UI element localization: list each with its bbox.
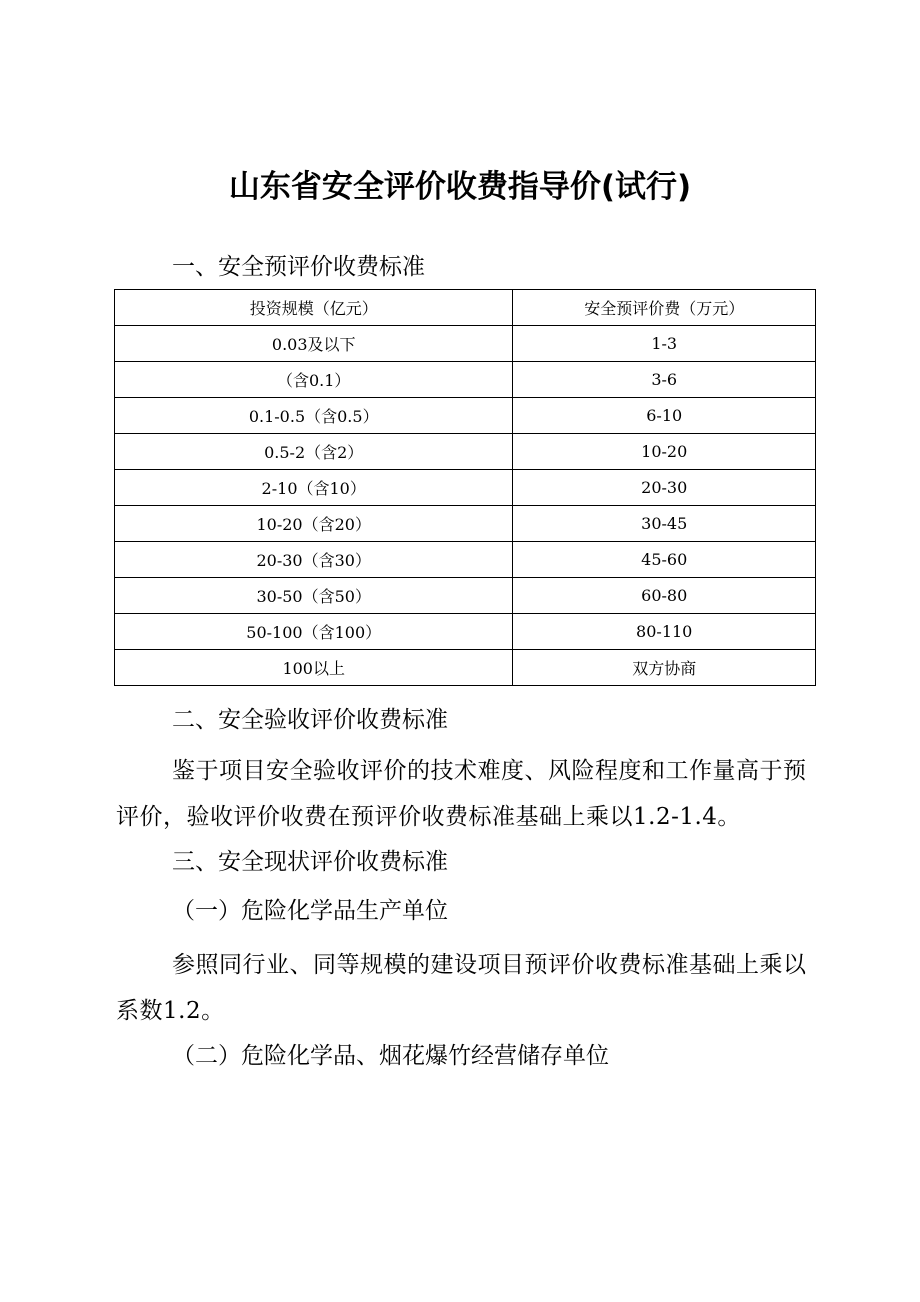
table-row — [115, 614, 816, 650]
table-row — [115, 362, 816, 398]
column-header-investment-scale: 投资规模（亿元） — [115, 290, 513, 326]
acceptance-evaluation-paragraph: 鉴于项目安全验收评价的技术难度、风险程度和工作量高于预评价，验收评价收费在预评价收费标准基础上乘以1.2-1.4。 — [116, 758, 807, 830]
section-heading-status-evaluation: 三、安全现状评价收费标准 — [172, 849, 448, 875]
table-row — [115, 578, 816, 614]
investment-scale-cell: 50-100（含100） — [115, 614, 513, 650]
fee-cell: 3-6 — [513, 362, 816, 398]
subheading-chemical-fireworks-storage: （二）危险化学品、烟花爆竹经营储存单位 — [172, 1043, 609, 1069]
investment-scale-cell: （含0.1） — [115, 362, 513, 398]
investment-scale-cell: 2-10（含10） — [115, 470, 513, 506]
section-heading-pre-evaluation: 一、安全预评价收费标准 — [172, 254, 425, 280]
pre-evaluation-fee-table — [114, 289, 816, 686]
page-title: 山东省安全评价收费指导价(试行) — [228, 169, 692, 205]
fee-cell: 80-110 — [513, 614, 816, 650]
investment-scale-cell: 0.5-2（含2） — [115, 434, 513, 470]
chemical-production-paragraph: 参照同行业、同等规模的建设项目预评价收费标准基础上乘以系数1.2。 — [116, 952, 807, 1024]
table-row — [115, 398, 816, 434]
table-row — [115, 542, 816, 578]
column-header-pre-evaluation-fee: 安全预评价费（万元） — [513, 290, 816, 326]
fee-cell: 30-45 — [513, 506, 816, 542]
investment-scale-cell: 0.1-0.5（含0.5） — [115, 398, 513, 434]
fee-cell: 60-80 — [513, 578, 816, 614]
fee-cell: 1-3 — [513, 326, 816, 362]
table-row — [115, 470, 816, 506]
fee-cell: 20-30 — [513, 470, 816, 506]
fee-cell: 10-20 — [513, 434, 816, 470]
section-heading-acceptance-evaluation: 二、安全验收评价收费标准 — [172, 707, 448, 733]
investment-scale-cell: 0.03及以下 — [115, 326, 513, 362]
investment-scale-cell: 100以上 — [115, 650, 513, 686]
table-row — [115, 650, 816, 686]
investment-scale-cell: 20-30（含30） — [115, 542, 513, 578]
table-row — [115, 506, 816, 542]
table-header-row — [115, 290, 816, 326]
table-row — [115, 434, 816, 470]
investment-scale-cell: 10-20（含20） — [115, 506, 513, 542]
fee-cell: 6-10 — [513, 398, 816, 434]
table-row — [115, 326, 816, 362]
subheading-chemical-production: （一）危险化学品生产单位 — [172, 898, 448, 924]
fee-cell: 双方协商 — [513, 650, 816, 686]
investment-scale-cell: 30-50（含50） — [115, 578, 513, 614]
fee-cell: 45-60 — [513, 542, 816, 578]
